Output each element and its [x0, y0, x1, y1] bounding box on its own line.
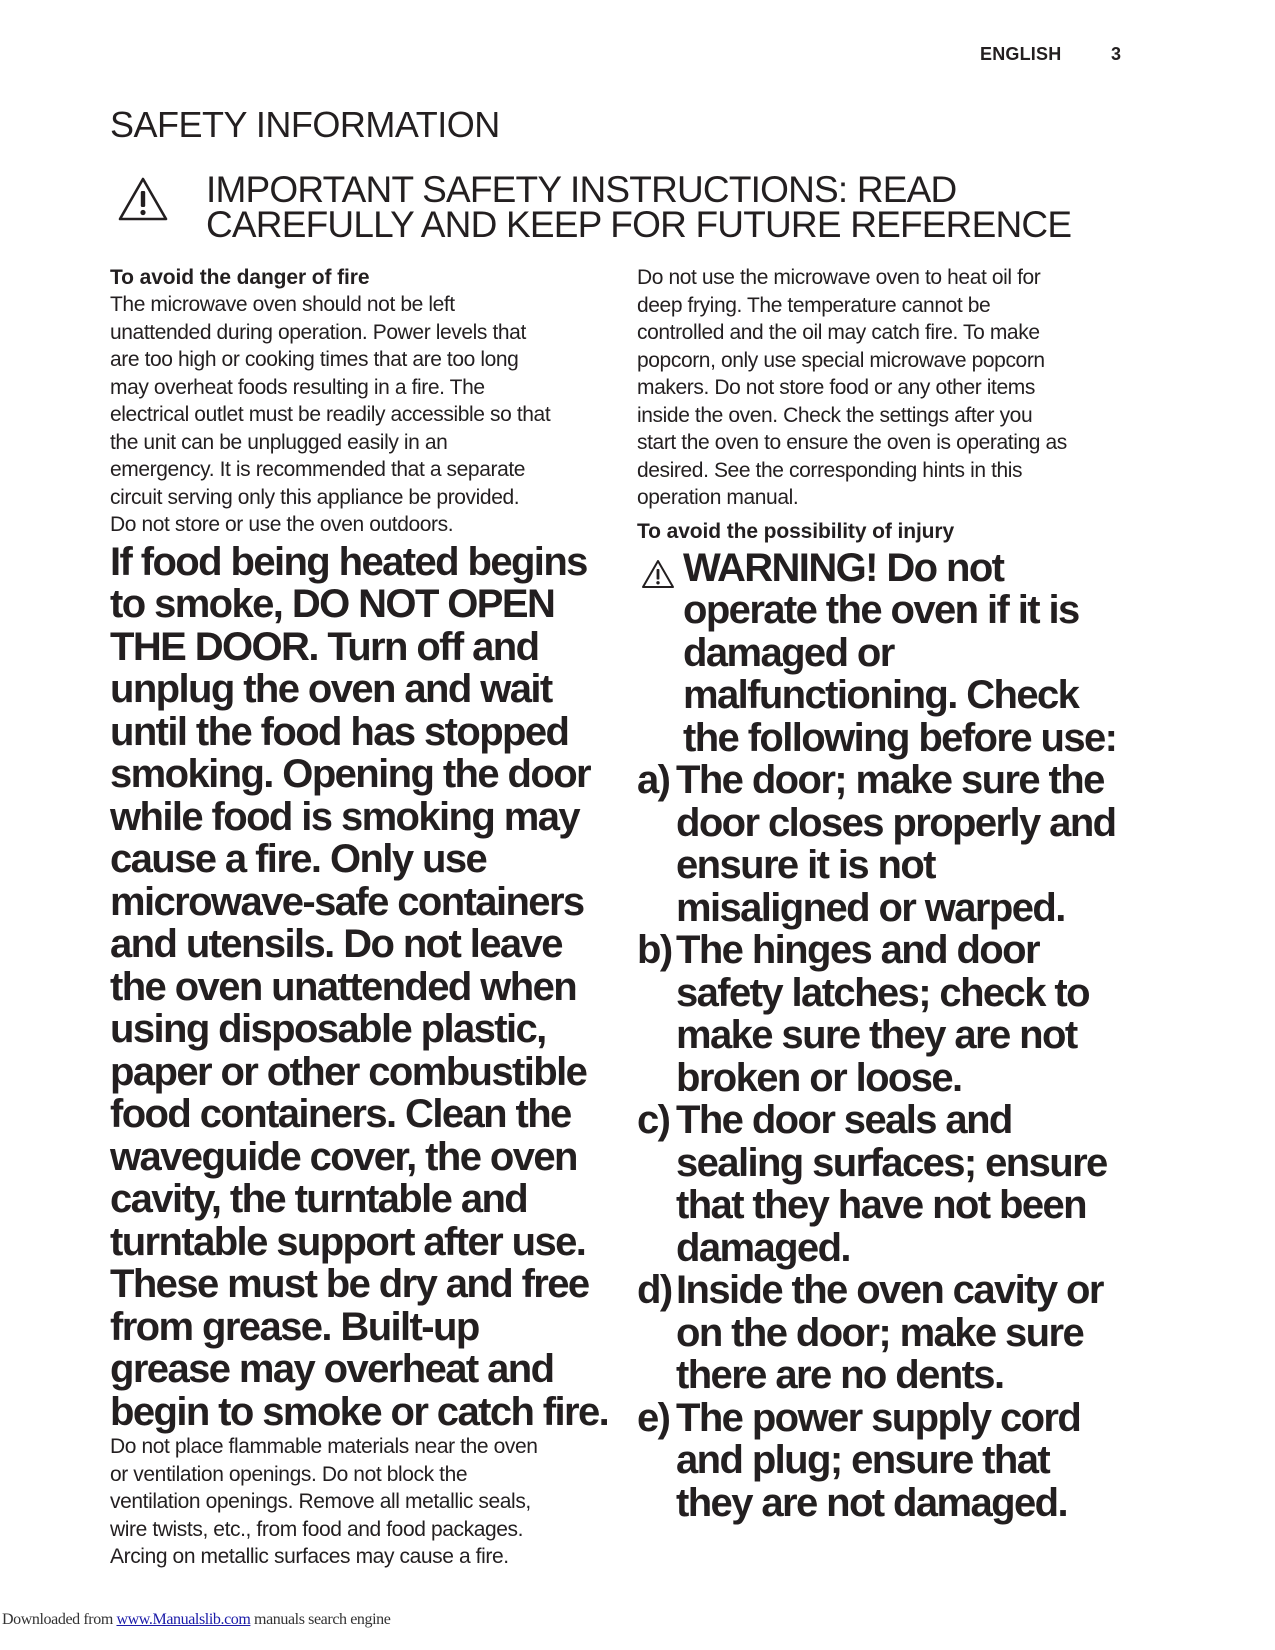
checklist-item [637, 759, 1137, 929]
checklist-letter: a) [637, 758, 670, 802]
checklist-text: The power supply cord and plug; ensure that they are not damaged. [676, 1395, 1081, 1525]
checklist-text: The hinges and door safety latches; check to make sure they are not broken or loose. [676, 928, 1089, 1100]
section-title: SAFETY INFORMATION [110, 104, 500, 145]
checklist-text: Inside the oven cavity or on the door; make sure there are no dents. [676, 1268, 1103, 1397]
checklist-letter: b) [637, 928, 672, 972]
footer-prefix: Downloaded from [2, 1611, 117, 1628]
fire-heading: To avoid the danger of fire [110, 266, 370, 289]
footer-suffix: manuals search engine [250, 1611, 391, 1628]
warning-text: WARNING! Do not operate the oven if it is damaged or malfunctioning. Check the following before use: [683, 545, 1117, 760]
warning-triangle-icon [117, 176, 169, 222]
important-instructions-heading: IMPORTANT SAFETY INSTRUCTIONS: READ CAREFULLY AND KEEP FOR FUTURE REFERENCE [206, 169, 1072, 245]
checklist-letter: e) [637, 1395, 670, 1440]
checklist-item [637, 1099, 1137, 1269]
checklist-item [637, 929, 1137, 1099]
page-number: 3 [1111, 44, 1122, 64]
smoke-warning: If food being heated begins to smoke, DO NOT OPEN THE DOOR. Turn off and unplug the oven and wait until the food has stopped smoking. Opening the door while food is smoking may cause a fire. Only use microwave-safe containers and utensils. Do not leave the oven unattended when using disposable plastic, paper or other combustible food containers. Clean the waveguide cover, the oven cavity, the turntable and turntable support after use. These must be dry and free from grease. Built-up grease may overheat and begin to smoke or catch fire. [110, 539, 609, 1434]
warning-block [637, 547, 1137, 760]
flammable-paragraph: Do not place flammable materials near the oven or ventilation openings. Do not block the ventilation openings. Remove all metallic seals, wire twists, etc., from food and food packages. Arcing on metallic surfaces may cause a fire. [110, 1435, 538, 1568]
oil-paragraph: Do not use the microwave oven to heat oil for deep frying. The temperature cannot be controlled and the oil may catch fire. To make popcorn, only use special microwave popcorn makers. Do not store food or any other items inside the oven. Check the settings after you start the oven to ensure the oven is operating as desired. See the corresponding hints in this operation manual. [637, 266, 1067, 509]
checklist-item [637, 1269, 1137, 1397]
right-column [637, 264, 1137, 1524]
manualslib-link[interactable]: www.Manualslib.com [116, 1611, 251, 1628]
left-column [110, 264, 610, 1571]
injury-heading: To avoid the possibility of injury [637, 519, 955, 543]
checklist-text: The door seals and sealing surfaces; ensure that they have not been damaged. [676, 1098, 1107, 1270]
checklist-letter: c) [637, 1098, 670, 1142]
fire-paragraph: The microwave oven should not be left unattended during operation. Power levels that are too high or cooking times that are too long may overheat foods resulting in a fire. The electrical outlet must be readily accessible so that the unit can be unplugged easily in an emergency. It is recommended that a separate circuit serving only this appliance be provided. Do not store or use the oven outdoors. [110, 293, 551, 536]
header-language: ENGLISH [980, 44, 1062, 64]
checklist-text: The door; make sure the door closes properly and ensure it is not misaligned or warped. [676, 758, 1116, 930]
warning-triangle-icon [641, 559, 675, 589]
checklist-item [637, 1397, 1137, 1525]
checklist [637, 759, 1137, 1524]
checklist-letter: d) [637, 1268, 672, 1312]
download-footer [2, 1611, 390, 1629]
